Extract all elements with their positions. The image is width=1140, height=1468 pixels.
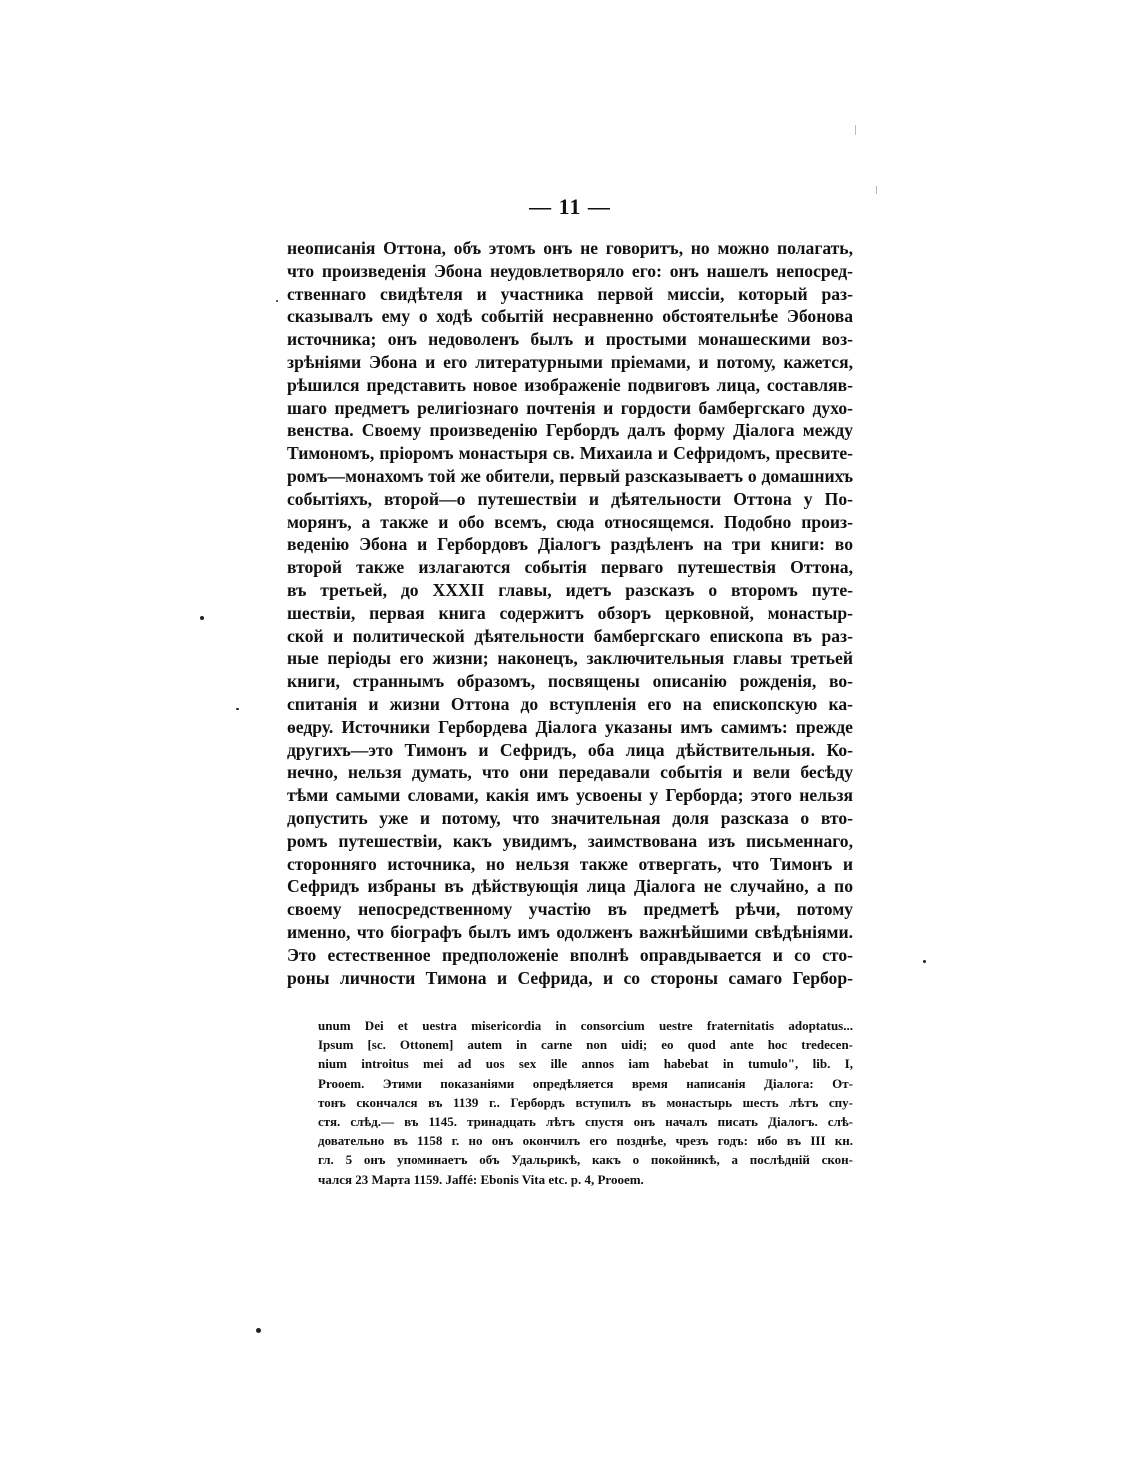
footnote-line: тонъ скончался въ 1139 г.. Гербордъ вступилъ въ монастырь шесть лѣтъ спу- [318,1094,853,1110]
scan-speck [276,300,278,302]
body-line: въ третьей, до XXXII главы, идетъ разсказъ о второмъ путе- [287,579,853,600]
footnote-line: Ipsum [sc. Ottonem] autem in carne non uidi; eo quod ante hoc tredecen- [318,1037,853,1053]
scan-speck [236,708,239,710]
body-line: Сефридъ избраны въ дѣйствующія лица Діалога не случайно, а по [287,876,853,897]
body-line: неописанія Оттона, объ этомъ онъ не говоритъ, но можно полагать, [287,238,853,258]
footnote-line: гл. 5 онъ упоминаетъ объ Удальрикѣ, какъ о покойникѣ, а послѣдній скон- [318,1152,853,1168]
body-line: событіяхъ, второй—о путешествіи и дѣятельности Оттона у По- [287,488,853,509]
body-line: другихъ—это Тимонъ и Сефридъ, оба лица дѣйствительныя. Ко- [287,739,853,760]
body-line: венства. Своему произведенію Гербордъ далъ форму Діалога между [287,420,853,441]
body-line: ромъ путешествіи, какъ увидимъ, заимствована изъ письменнаго, [287,830,853,851]
body-line: допустить уже и потому, что значительная доля разсказа о вто- [287,807,853,828]
footnote-line: nium introitus mei ad uos sex ille annos iam habebat in tumulo", lib. I, [318,1056,853,1072]
main-text [287,237,853,989]
body-line: спитанія и жизни Оттона до вступленія его на епископскую ка- [287,693,853,714]
body-line: Это естественное предположеніе вполнѣ оправдывается и со сто- [287,944,853,965]
body-line: второй также излагаются событія перваго путешествія Оттона, [287,557,853,578]
footnote-line: стя. слѣд.— въ 1145. тринадцать лѣтъ спустя онъ началъ писать Діалогъ. слѣ- [318,1113,853,1129]
footnote-line: чался 23 Марта 1159. Jaffé: Ebonis Vita etc. p. 4, Prooem. [318,1171,644,1187]
body-line: книги, страннымъ образомъ, посвящены описанію рожденія, во- [287,671,853,692]
body-line: рѣшился представить новое изображеніе подвиговъ лица, составляв- [287,374,853,395]
body-line: источника; онъ недоволенъ былъ и простыми монашескими воз- [287,329,853,350]
scan-hairline [855,125,856,135]
page-number: — 11 — [529,194,611,219]
body-line: ромъ—монахомъ той же обители, первый разсказываетъ о домашнихъ [287,465,853,486]
body-line: что произведенія Эбона неудовлетворяло его: онъ нашелъ непосред- [287,260,853,281]
body-line: своему непосредственному участію въ предметѣ рѣчи, потому [287,899,853,920]
body-line: тѣми самыми словами, какія имъ усвоены у Герборда; этого нельзя [287,785,853,806]
body-line: именно, что біографъ былъ имъ одолженъ важнѣйшими свѣдѣніями. [287,921,853,942]
footnote [318,1016,853,1189]
scan-speck [200,616,204,620]
body-line: ской и политической дѣятельности бамбергскаго епископа въ раз- [287,625,853,646]
body-line: зрѣніями Эбона и его литературными пріемами, и потому, кажется, [287,351,853,372]
body-line: шаго предметъ религіознаго почтенія и гордости бамбергскаго духо- [287,397,853,418]
body-line: шествіи, первая книга содержитъ обзоръ церковной, монастыр- [287,602,853,623]
scan-speck [923,960,926,963]
footnote-line: довательно въ 1158 г. но онъ окончилъ его позднѣе, чрезъ годъ: ибо въ III кн. [318,1133,853,1149]
scan-hairline [876,186,877,194]
body-line: ные періоды его жизни; наконецъ, заключительныя главы третьей [287,648,853,669]
body-line: Тимономъ, пріоромъ монастыря св. Михаила и Сефридомъ, пресвите- [287,443,853,464]
body-line: сторонняго источника, но нельзя также отвергать, что Тимонъ и [287,853,853,874]
body-line: сказывалъ ему о ходѣ событій несравненно обстоятельнѣе Эбонова [287,306,853,327]
footnote-line: unum Dei et uestra misericordia in consorcium uestre fraternitatis adoptatus... [318,1018,853,1033]
body-line: ѳедру. Источники Гербордева Діалога указаны имъ самимъ: прежде [287,716,853,737]
body-line: веденію Эбона и Гербордовъ Діалогъ раздѣленъ на три книги: во [287,534,853,555]
body-line: роны личности Тимона и Сефрида, и со стороны самаго Гербор- [287,967,853,988]
body-line: морянъ, а также и обо всемъ, сюда относящемся. Подобно произ- [287,511,853,532]
footnote-line: Prooem. Этими показаніями опредѣляется время написанія Діалога: От- [318,1075,853,1091]
scan-speck [256,1328,261,1333]
body-line: ственнаго свидѣтеля и участника первой миссіи, который раз- [287,283,853,304]
body-line: нечно, нельзя думать, что они передавали событія и вели бесѣду [287,762,853,783]
